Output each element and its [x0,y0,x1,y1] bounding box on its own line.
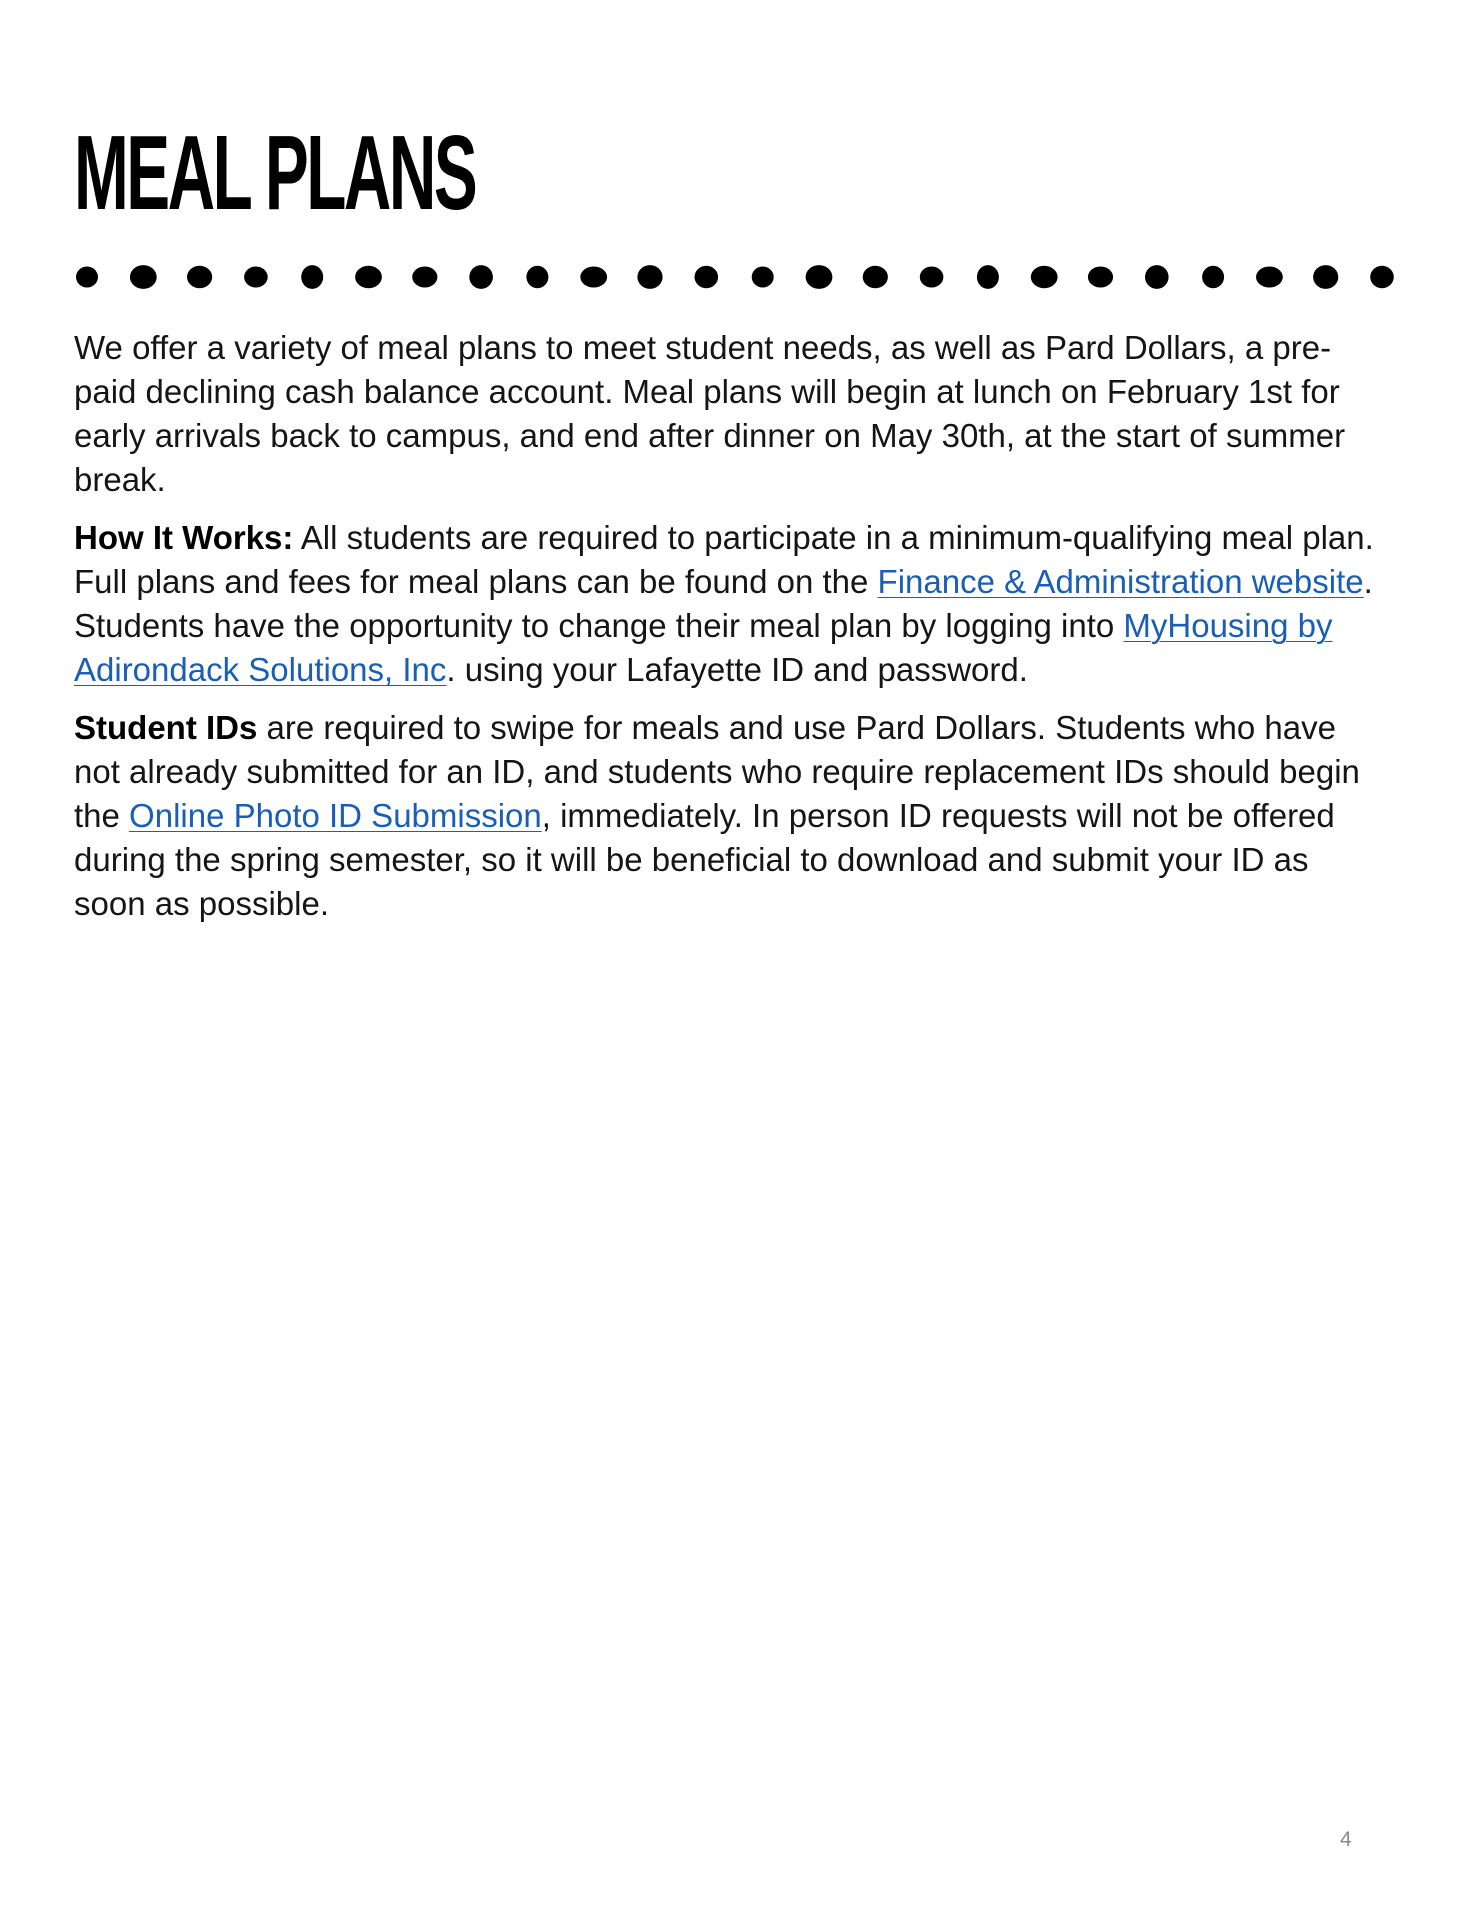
myhousing-link[interactable]: MyHousing by Adirondack Solutions, Inc [74,607,1333,688]
divider-dot [1256,267,1283,288]
divider-dot [752,267,774,288]
divider-dot [695,266,719,288]
divider-dot [806,265,833,289]
online-photo-id-link[interactable]: Online Photo ID Submission [129,797,542,834]
student-ids-text-2: , immediately. In person ID requests will not be offered during the spring semester, so it will be beneficial to download and submit your ID as soon as possible. [74,797,1335,922]
divider-dot [301,265,323,289]
divider-dot [863,266,888,288]
divider-dot [1031,266,1058,288]
student-ids-text-1: are required to swipe for meals and use Pard Dollars. Students who have not already submitted for an ID, and students who require replacement IDs should begin the [74,709,1360,834]
divider-dot [187,266,212,288]
page-title: MEAL PLANS [74,114,476,232]
divider-dot [130,265,157,289]
divider-dot [244,267,268,288]
divider-dot [526,266,548,288]
divider-dot [76,267,98,288]
divider-dot [580,267,607,288]
intro-paragraph [74,326,1384,502]
how-it-works-paragraph [74,516,1384,692]
student-ids-paragraph [74,706,1384,926]
intro-text: We offer a variety of meal plans to meet student needs, as well as Pard Dollars, a pre-paid declining cash balance account. Meal plans will begin at lunch on February 1st for early arrivals back to campus, and end after dinner on May 30th, at the start of summer break. [74,329,1346,498]
how-it-works-heading: How It Works: [74,519,294,556]
divider-dot [1088,267,1113,288]
divider-dot [637,265,662,289]
main-content [74,326,1384,940]
divider-dot [1145,265,1169,289]
divider-dot [469,265,493,289]
page-number: 4 [1340,1828,1352,1851]
divider-dot [1202,266,1224,288]
divider-dot [977,265,999,289]
divider-dot [920,267,944,288]
divider-dot [355,266,382,288]
dot-divider-icon [74,262,1396,294]
divider-dot [1313,265,1338,289]
how-it-works-text-2: . Students have the opportunity to change their meal plan by logging into [74,563,1373,644]
finance-administration-link[interactable]: Finance & Administration website [877,563,1364,600]
divider-dot [412,267,437,288]
how-it-works-text-1: All students are required to participate in a minimum-qualifying meal plan. Full plans and fees for meal plans can be found on the [74,519,1374,600]
divider-dot [1370,266,1394,288]
student-ids-heading: Student IDs [74,709,258,746]
how-it-works-text-3: . using your Lafayette ID and password. [446,651,1028,688]
